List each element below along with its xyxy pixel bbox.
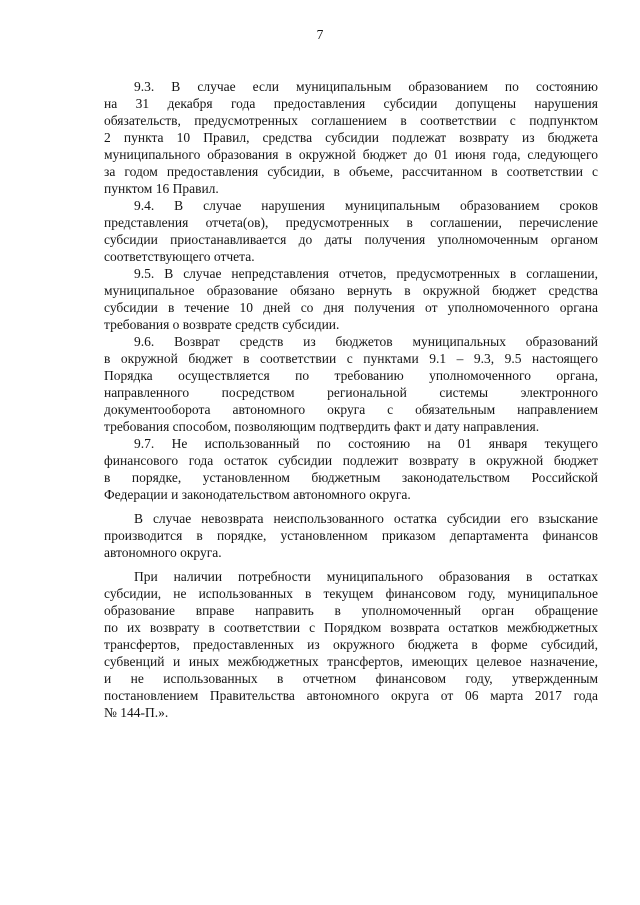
page-number: 7 xyxy=(316,27,324,42)
text-line: 2 пункта 10 Правил, средства субсидии подлежат возврату из бюджета xyxy=(104,130,598,145)
text-line: соответствующего отчета. xyxy=(104,249,255,264)
text-line: Порядка осуществляется по требованию уполномоченного органа, xyxy=(104,368,598,383)
text-line: в порядке, установленном бюджетным законодательством Российской xyxy=(104,470,598,485)
text-line: документооборота автономного округа с обязательным направлением xyxy=(104,402,598,417)
text-line: трансфертов, предоставленных из окружного бюджета в форме субсидий, xyxy=(104,637,598,652)
text-line: по их возврату в соответствии с Порядком возврата остатков межбюджетных xyxy=(104,620,598,635)
text-line: 9.6. Возврат средств из бюджетов муниципальных образований xyxy=(134,334,598,349)
text-line: представления отчета(ов), предусмотренных в соглашении, перечисление xyxy=(104,215,598,230)
text-line: 9.7. Не использованный по состоянию на 01 января текущего xyxy=(134,436,598,451)
text-line: субсидии приостанавливается до даты получения уполномоченным органом xyxy=(104,232,598,247)
text-line: постановлением Правительства автономного округа от 06 марта 2017 года xyxy=(104,688,598,703)
text-line: субсидии, не использованных в текущем финансовом году, муниципальное xyxy=(104,586,598,601)
text-line: направленного посредством региональной системы электронного xyxy=(104,385,598,400)
text-line: финансового года остаток субсидии подлежит возврату в окружной бюджет xyxy=(104,453,598,468)
text-line: муниципального образования в окружной бюджет до 01 июня года, следующего xyxy=(104,147,598,162)
text-line: 9.5. В случае непредставления отчетов, предусмотренных в соглашении, xyxy=(134,266,598,281)
text-line: и не использованных в отчетном финансовом году, утвержденным xyxy=(104,671,598,686)
text-line: требования о возврате средств субсидии. xyxy=(104,317,340,332)
text-line: автономного округа. xyxy=(104,545,222,560)
text-line: При наличии потребности муниципального образования в остатках xyxy=(134,569,598,584)
text-line: в окружной бюджет в соответствии с пунктами 9.1 – 9.3, 9.5 настоящего xyxy=(104,351,598,366)
text-line: пунктом 16 Правил. xyxy=(104,181,219,196)
text-line: за годом предоставления субсидии, в объеме, рассчитанном в соответствии с xyxy=(104,164,598,179)
text-line: требования способом, позволяющим подтвердить факт и дату направления. xyxy=(104,419,540,434)
text-line: В случае невозврата неиспользованного остатка субсидии его взыскание xyxy=(134,511,598,526)
text-line: 9.4. В случае нарушения муниципальным образованием сроков xyxy=(134,198,598,213)
text-line: муниципальное образование обязано вернуть в окружной бюджет средства xyxy=(104,283,598,298)
text-line: № 144-П.». xyxy=(104,705,169,720)
text-line: субсидии в течение 10 дней со дня получения от уполномоченного органа xyxy=(104,300,598,315)
text-line: 9.3. В случае если муниципальным образованием по состоянию xyxy=(134,79,598,94)
text-line: производится в порядке, установленном приказом департамента финансов xyxy=(104,528,598,543)
text-line: образование вправе направить в уполномоченный орган обращение xyxy=(104,603,598,618)
text-line: субвенций и иных межбюджетных трансфертов, имеющих целевое назначение, xyxy=(104,654,598,669)
text-line: на 31 декабря года предоставления субсидии допущены нарушения xyxy=(104,96,598,111)
text-line: Федерации и законодательством автономного округа. xyxy=(104,487,411,502)
text-line: обязательств, предусмотренных соглашением в соответствии с подпунктом xyxy=(104,113,598,128)
